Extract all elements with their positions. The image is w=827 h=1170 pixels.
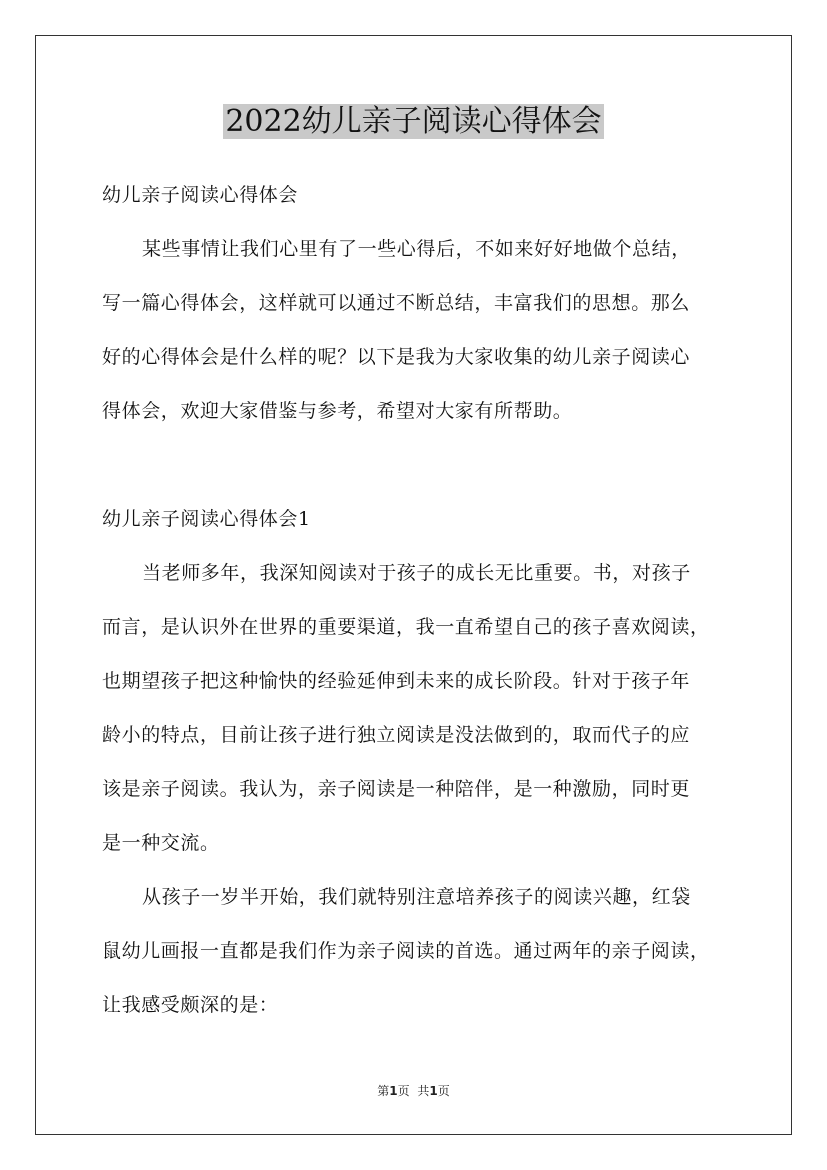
footer-total-number: 1 <box>429 1084 438 1098</box>
paragraph-line: 让我感受颇深的是： <box>102 994 279 1016</box>
page-footer <box>0 1082 827 1099</box>
footer-total-suffix: 页 <box>437 1084 450 1098</box>
paragraph-1 <box>102 546 726 870</box>
paragraph-line: 该是亲子阅读。我认为，亲子阅读是一种陪伴，是一种激励，同时更 <box>102 778 691 800</box>
footer-page-number: 1 <box>389 1084 398 1098</box>
footer-page-suffix: 页 <box>397 1084 410 1098</box>
paragraph-line: 也期望孩子把这种愉快的经验延伸到未来的成长阶段。针对于孩子年 <box>102 670 691 692</box>
document-title <box>0 99 827 145</box>
paragraph-line: 是一种交流。 <box>102 832 220 854</box>
intro-line: 得体会，欢迎大家借鉴与参考，希望对大家有所帮助。 <box>102 400 573 422</box>
paragraph-2 <box>102 870 726 1032</box>
section-heading: 幼儿亲子阅读心得体会1 <box>102 508 311 530</box>
document-body <box>102 168 726 1032</box>
blank-line <box>102 438 726 492</box>
paragraph-line: 从孩子一岁半开始，我们就特别注意培养孩子的阅读兴趣，红袋 <box>142 886 691 908</box>
paragraph-line: 龄小的特点，目前让孩子进行独立阅读是没法做到的，取而代子的应 <box>102 724 691 746</box>
subheading: 幼儿亲子阅读心得体会 <box>102 184 299 206</box>
document-title-text: 2022幼儿亲子阅读心得体会 <box>225 104 602 139</box>
paragraph-line: 当老师多年，我深知阅读对于孩子的成长无比重要。书，对孩子 <box>142 562 691 584</box>
intro-line: 好的心得体会是什么样的呢？以下是我为大家收集的幼儿亲子阅读心 <box>102 346 691 368</box>
paragraph-line: 而言，是认识外在世界的重要渠道，我一直希望自己的孩子喜欢阅读， <box>102 616 710 638</box>
intro-line: 某些事情让我们心里有了一些心得后，不如来好好地做个总结， <box>142 238 691 260</box>
footer-total-prefix: 共 <box>417 1084 430 1098</box>
footer-page-prefix: 第 <box>377 1084 390 1098</box>
paragraph-line: 鼠幼儿画报一直都是我们作为亲子阅读的首选。通过两年的亲子阅读， <box>102 940 710 962</box>
intro-line: 写一篇心得体会，这样就可以通过不断总结，丰富我们的思想。那么 <box>102 292 691 314</box>
intro-paragraph <box>102 222 726 438</box>
